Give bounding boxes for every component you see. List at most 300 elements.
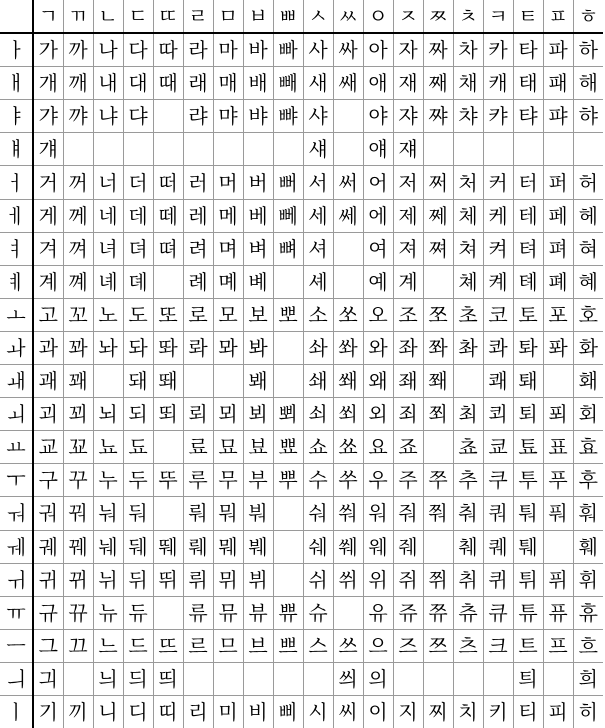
syllable-cell: 뾔 [273, 398, 303, 431]
syllable-cell: 헤 [573, 199, 603, 232]
syllable-cell: 괴 [33, 398, 63, 431]
syllable-cell: 배 [243, 67, 273, 100]
syllable-cell: 뜨 [153, 629, 183, 662]
syllable-cell [93, 133, 123, 166]
syllable-cell: 브 [243, 629, 273, 662]
syllable-cell: 느 [93, 629, 123, 662]
syllable-cell: 뿌 [273, 464, 303, 497]
syllable-cell: 라 [183, 33, 213, 67]
consonant-header: ㅊ [453, 0, 483, 33]
syllable-cell: 췌 [453, 530, 483, 563]
syllable-cell: 웨 [363, 530, 393, 563]
syllable-cell: 주 [393, 464, 423, 497]
syllable-cell: 째 [423, 67, 453, 100]
syllable-cell: 쪼 [423, 298, 453, 331]
syllable-cell: 코 [483, 298, 513, 331]
syllable-cell: 다 [123, 33, 153, 67]
syllable-cell: 뀌 [63, 563, 93, 596]
syllable-cell [333, 265, 363, 298]
syllable-cell: 빼 [273, 67, 303, 100]
syllable-cell: 숴 [303, 497, 333, 530]
syllable-cell: 규 [33, 596, 63, 629]
syllable-cell [423, 431, 453, 464]
syllable-cell: 쪄 [423, 232, 453, 265]
syllable-cell: 외 [363, 398, 393, 431]
syllable-cell: 와 [363, 331, 393, 364]
table-row [0, 298, 603, 331]
syllable-cell: 러 [183, 166, 213, 199]
syllable-cell: 뼈 [273, 232, 303, 265]
table-row [0, 199, 603, 232]
syllable-cell: 케 [483, 199, 513, 232]
syllable-cell: 켜 [483, 232, 513, 265]
syllable-cell: 챠 [453, 100, 483, 133]
syllable-cell: 시 [303, 695, 333, 728]
syllable-cell: 데 [123, 199, 153, 232]
vowel-header: ㅏ [0, 33, 33, 67]
syllable-cell: 피 [543, 695, 573, 728]
syllable-cell [333, 133, 363, 166]
syllable-cell: 셔 [303, 232, 333, 265]
syllable-cell: 소 [303, 298, 333, 331]
vowel-header: ㅛ [0, 431, 33, 464]
syllable-cell: 쎄 [333, 199, 363, 232]
vowel-header: ㅓ [0, 166, 33, 199]
syllable-cell: 드 [123, 629, 153, 662]
syllable-cell: 뷔 [243, 563, 273, 596]
syllable-cell: 되 [123, 398, 153, 431]
syllable-cell: 뒤 [123, 563, 153, 596]
syllable-cell: 쵸 [453, 431, 483, 464]
syllable-cell: 루 [183, 464, 213, 497]
syllable-cell: 위 [363, 563, 393, 596]
syllable-cell: 뙤 [153, 398, 183, 431]
table-row [0, 398, 603, 431]
syllable-cell: 퇘 [513, 365, 543, 398]
table-row [0, 67, 603, 100]
table-row [0, 265, 603, 298]
syllable-cell: 녜 [93, 265, 123, 298]
syllable-cell: 늬 [93, 662, 123, 695]
syllable-cell: 쏘 [333, 298, 363, 331]
syllable-cell: 걔 [33, 133, 63, 166]
syllable-cell: 교 [33, 431, 63, 464]
consonant-header: ㄲ [63, 0, 93, 33]
syllable-cell: 댜 [123, 100, 153, 133]
syllable-cell [453, 133, 483, 166]
syllable-cell: 쇼 [303, 431, 333, 464]
syllable-cell: 죠 [393, 431, 423, 464]
syllable-cell: 또 [153, 298, 183, 331]
consonant-header: ㅁ [213, 0, 243, 33]
vowel-header: ㅚ [0, 398, 33, 431]
table-row [0, 563, 603, 596]
syllable-cell: 타 [513, 33, 543, 67]
syllable-cell [153, 596, 183, 629]
vowel-header: ㅣ [0, 695, 33, 728]
vowel-header: ㅑ [0, 100, 33, 133]
syllable-cell [213, 133, 243, 166]
syllable-cell: 뭬 [213, 530, 243, 563]
vowel-header: ㅙ [0, 365, 33, 398]
syllable-cell: 유 [363, 596, 393, 629]
syllable-cell: 쒀 [333, 497, 363, 530]
syllable-cell: 뱌 [243, 100, 273, 133]
syllable-cell: 뫼 [213, 398, 243, 431]
syllable-cell [153, 133, 183, 166]
syllable-cell: 너 [93, 166, 123, 199]
syllable-cell: 리 [183, 695, 213, 728]
syllable-cell: 져 [393, 232, 423, 265]
syllable-cell [333, 100, 363, 133]
syllable-cell: 훠 [573, 497, 603, 530]
syllable-cell: 오 [363, 298, 393, 331]
syllable-cell: 메 [213, 199, 243, 232]
consonant-header: ㄹ [183, 0, 213, 33]
syllable-cell: 괘 [33, 365, 63, 398]
syllable-cell: 매 [213, 67, 243, 100]
syllable-cell: 키 [483, 695, 513, 728]
syllable-cell: 모 [213, 298, 243, 331]
syllable-cell: 볘 [243, 265, 273, 298]
syllable-cell: 띠 [153, 695, 183, 728]
syllable-cell [183, 662, 213, 695]
consonant-header: ㅍ [543, 0, 573, 33]
syllable-cell: 서 [303, 166, 333, 199]
syllable-cell: 추 [453, 464, 483, 497]
syllable-cell: 줘 [393, 497, 423, 530]
syllable-cell: 츄 [453, 596, 483, 629]
syllable-cell: 레 [183, 199, 213, 232]
syllable-cell [243, 662, 273, 695]
syllable-cell: 돠 [123, 331, 153, 364]
syllable-cell: 슈 [303, 596, 333, 629]
syllable-cell [273, 530, 303, 563]
syllable-cell: 프 [543, 629, 573, 662]
syllable-cell: 쐬 [333, 398, 363, 431]
syllable-cell: 녀 [93, 232, 123, 265]
syllable-cell: 얘 [363, 133, 393, 166]
syllable-cell: 거 [33, 166, 63, 199]
syllable-cell [543, 133, 573, 166]
syllable-cell: 트 [513, 629, 543, 662]
consonant-header: ㅉ [423, 0, 453, 33]
consonant-header: ㅌ [513, 0, 543, 33]
syllable-cell [183, 365, 213, 398]
syllable-cell: 치 [453, 695, 483, 728]
vowel-header: ㅜ [0, 464, 33, 497]
table-row [0, 166, 603, 199]
syllable-cell [93, 365, 123, 398]
syllable-cell: 이 [363, 695, 393, 728]
syllable-cell: 처 [453, 166, 483, 199]
syllable-cell: 캬 [483, 100, 513, 133]
syllable-cell: 훼 [573, 530, 603, 563]
syllable-rows [0, 33, 603, 728]
syllable-cell [543, 662, 573, 695]
syllable-cell: 끼 [63, 695, 93, 728]
syllable-cell: 나 [93, 33, 123, 67]
consonant-header: ㅇ [363, 0, 393, 33]
syllable-cell: 휴 [573, 596, 603, 629]
syllable-cell: 뗘 [153, 232, 183, 265]
syllable-cell [333, 232, 363, 265]
syllable-cell: 쟤 [393, 133, 423, 166]
syllable-cell: 그 [33, 629, 63, 662]
syllable-cell [453, 365, 483, 398]
syllable-cell: 애 [363, 67, 393, 100]
table-row [0, 331, 603, 364]
syllable-cell: 까 [63, 33, 93, 67]
syllable-cell: 빠 [273, 33, 303, 67]
syllable-cell: 쿠 [483, 464, 513, 497]
syllable-cell [273, 331, 303, 364]
syllable-cell: 쮸 [423, 596, 453, 629]
syllable-cell: 롸 [183, 331, 213, 364]
syllable-cell: 파 [543, 33, 573, 67]
syllable-cell: 퍼 [543, 166, 573, 199]
table-row [0, 232, 603, 265]
syllable-cell: 떠 [153, 166, 183, 199]
syllable-cell: 려 [183, 232, 213, 265]
consonant-header: ㅎ [573, 0, 603, 33]
vowel-header: ㅢ [0, 662, 33, 695]
syllable-cell [273, 497, 303, 530]
syllable-cell: 뤠 [183, 530, 213, 563]
syllable-cell: 섀 [303, 133, 333, 166]
syllable-cell [393, 662, 423, 695]
syllable-cell [273, 365, 303, 398]
consonant-header: ㅃ [273, 0, 303, 33]
syllable-cell: 쮜 [423, 563, 453, 596]
syllable-cell: 계 [33, 265, 63, 298]
syllable-cell: 찌 [423, 695, 453, 728]
syllable-cell [303, 662, 333, 695]
syllable-cell: 휘 [573, 563, 603, 596]
syllable-cell [423, 133, 453, 166]
syllable-cell: 게 [33, 199, 63, 232]
syllable-cell: 부 [243, 464, 273, 497]
syllable-cell: 좌 [393, 331, 423, 364]
syllable-cell: 쉬 [303, 563, 333, 596]
syllable-cell [273, 563, 303, 596]
table-row [0, 695, 603, 728]
syllable-cell: 놔 [93, 331, 123, 364]
syllable-cell: 베 [243, 199, 273, 232]
syllable-cell: 쑈 [333, 431, 363, 464]
syllable-cell: 표 [543, 431, 573, 464]
syllable-cell: 보 [243, 298, 273, 331]
syllable-cell: 퀴 [483, 563, 513, 596]
syllable-cell [333, 596, 363, 629]
syllable-cell: 가 [33, 33, 63, 67]
syllable-cell: 짜 [423, 33, 453, 67]
vowel-header: ㅟ [0, 563, 33, 596]
syllable-cell: 띄 [153, 662, 183, 695]
syllable-cell: 꼐 [63, 265, 93, 298]
syllable-cell: 쀼 [273, 596, 303, 629]
syllable-cell: 뚜 [153, 464, 183, 497]
table-row [0, 464, 603, 497]
consonant-header: ㅅ [303, 0, 333, 33]
syllable-cell [63, 133, 93, 166]
syllable-cell: 춰 [453, 497, 483, 530]
consonant-header: ㄱ [33, 0, 63, 33]
syllable-cell: 에 [363, 199, 393, 232]
syllable-cell: 계 [393, 265, 423, 298]
syllable-cell: 쨔 [423, 100, 453, 133]
consonant-header: ㅈ [393, 0, 423, 33]
syllable-cell: 퀘 [483, 530, 513, 563]
table-row [0, 596, 603, 629]
syllable-cell: 줴 [393, 530, 423, 563]
syllable-cell: 니 [93, 695, 123, 728]
syllable-cell: 눠 [93, 497, 123, 530]
syllable-cell: 폐 [543, 265, 573, 298]
syllable-cell: 혜 [573, 265, 603, 298]
syllable-cell [243, 133, 273, 166]
table-row [0, 100, 603, 133]
syllable-cell: 페 [543, 199, 573, 232]
syllable-cell: 뇌 [93, 398, 123, 431]
syllable-cell: 아 [363, 33, 393, 67]
syllable-cell: 듀 [123, 596, 153, 629]
syllable-cell: 하 [573, 33, 603, 67]
syllable-cell: 흐 [573, 629, 603, 662]
syllable-cell: 희 [573, 662, 603, 695]
syllable-cell: 냐 [93, 100, 123, 133]
syllable-cell: 뵤 [243, 431, 273, 464]
syllable-cell: 쁘 [273, 629, 303, 662]
syllable-cell: 뤼 [183, 563, 213, 596]
syllable-cell: 뾰 [273, 431, 303, 464]
syllable-cell: 티 [513, 695, 543, 728]
syllable-cell: 쇄 [303, 365, 333, 398]
syllable-cell: 머 [213, 166, 243, 199]
syllable-cell [273, 662, 303, 695]
syllable-cell: 꽤 [63, 365, 93, 398]
syllable-cell: 셰 [303, 265, 333, 298]
syllable-cell: 구 [33, 464, 63, 497]
syllable-cell: 퉤 [513, 530, 543, 563]
syllable-cell: 후 [573, 464, 603, 497]
syllable-cell: 몌 [213, 265, 243, 298]
syllable-cell [423, 530, 453, 563]
syllable-cell: 써 [333, 166, 363, 199]
syllable-cell: 삐 [273, 695, 303, 728]
corner-cell [0, 0, 33, 33]
syllable-cell: 쫘 [423, 331, 453, 364]
syllable-cell: 히 [573, 695, 603, 728]
syllable-cell: 뮈 [213, 563, 243, 596]
syllable-cell: 스 [303, 629, 333, 662]
syllable-cell: 어 [363, 166, 393, 199]
syllable-cell: 커 [483, 166, 513, 199]
vowel-header: ㅞ [0, 530, 33, 563]
syllable-cell: 틔 [513, 662, 543, 695]
syllable-cell [153, 265, 183, 298]
vowel-header: ㅕ [0, 232, 33, 265]
syllable-cell: 비 [243, 695, 273, 728]
syllable-cell: 뭐 [213, 497, 243, 530]
syllable-cell: 패 [543, 67, 573, 100]
syllable-cell [573, 133, 603, 166]
syllable-cell [543, 530, 573, 563]
syllable-cell: 수 [303, 464, 333, 497]
syllable-cell: 쿄 [483, 431, 513, 464]
syllable-cell: 퉈 [513, 497, 543, 530]
syllable-cell: 꾜 [63, 431, 93, 464]
syllable-cell: 랴 [183, 100, 213, 133]
syllable-cell: 쏴 [333, 331, 363, 364]
syllable-cell: 풔 [543, 497, 573, 530]
syllable-cell [543, 365, 573, 398]
syllable-cell: 튜 [513, 596, 543, 629]
syllable-cell: 크 [483, 629, 513, 662]
syllable-cell: 뇨 [93, 431, 123, 464]
syllable-cell: 쿼 [483, 497, 513, 530]
syllable-cell: 지 [393, 695, 423, 728]
syllable-cell: 개 [33, 67, 63, 100]
syllable-cell: 콰 [483, 331, 513, 364]
syllable-cell: 귀 [33, 563, 63, 596]
syllable-cell: 화 [573, 331, 603, 364]
syllable-cell: 끄 [63, 629, 93, 662]
syllable-cell: 퍄 [543, 100, 573, 133]
syllable-cell: 바 [243, 33, 273, 67]
syllable-cell: 누 [93, 464, 123, 497]
vowel-header: ㅘ [0, 331, 33, 364]
table-row [0, 497, 603, 530]
syllable-cell: 듸 [123, 662, 153, 695]
table-row [0, 431, 603, 464]
syllable-cell: 투 [513, 464, 543, 497]
syllable-cell: 꾀 [63, 398, 93, 431]
syllable-cell: 효 [573, 431, 603, 464]
syllable-cell: 마 [213, 33, 243, 67]
syllable-cell: 꼬 [63, 298, 93, 331]
syllable-cell: 뺘 [273, 100, 303, 133]
syllable-cell: 뙈 [153, 365, 183, 398]
syllable-cell: 떼 [153, 199, 183, 232]
syllable-cell: 껴 [63, 232, 93, 265]
syllable-cell: 허 [573, 166, 603, 199]
syllable-cell: 의 [363, 662, 393, 695]
syllable-cell: 됴 [123, 431, 153, 464]
syllable-cell: 눼 [93, 530, 123, 563]
syllable-cell: 쬐 [423, 398, 453, 431]
syllable-cell [123, 133, 153, 166]
syllable-cell: 즈 [393, 629, 423, 662]
syllable-cell: 사 [303, 33, 333, 67]
syllable-cell: 켸 [483, 265, 513, 298]
vowel-header: ㅒ [0, 133, 33, 166]
syllable-cell: 쑤 [333, 464, 363, 497]
syllable-cell: 르 [183, 629, 213, 662]
syllable-cell: 싸 [333, 33, 363, 67]
syllable-cell: 퓨 [543, 596, 573, 629]
vowel-header: ㅗ [0, 298, 33, 331]
syllable-cell: 료 [183, 431, 213, 464]
syllable-cell: 퇴 [513, 398, 543, 431]
syllable-cell: 여 [363, 232, 393, 265]
syllable-cell: 뉘 [93, 563, 123, 596]
syllable-cell: 쩌 [423, 166, 453, 199]
consonant-header: ㅂ [243, 0, 273, 33]
syllable-cell: 쥬 [393, 596, 423, 629]
syllable-cell: 워 [363, 497, 393, 530]
table-row [0, 33, 603, 67]
